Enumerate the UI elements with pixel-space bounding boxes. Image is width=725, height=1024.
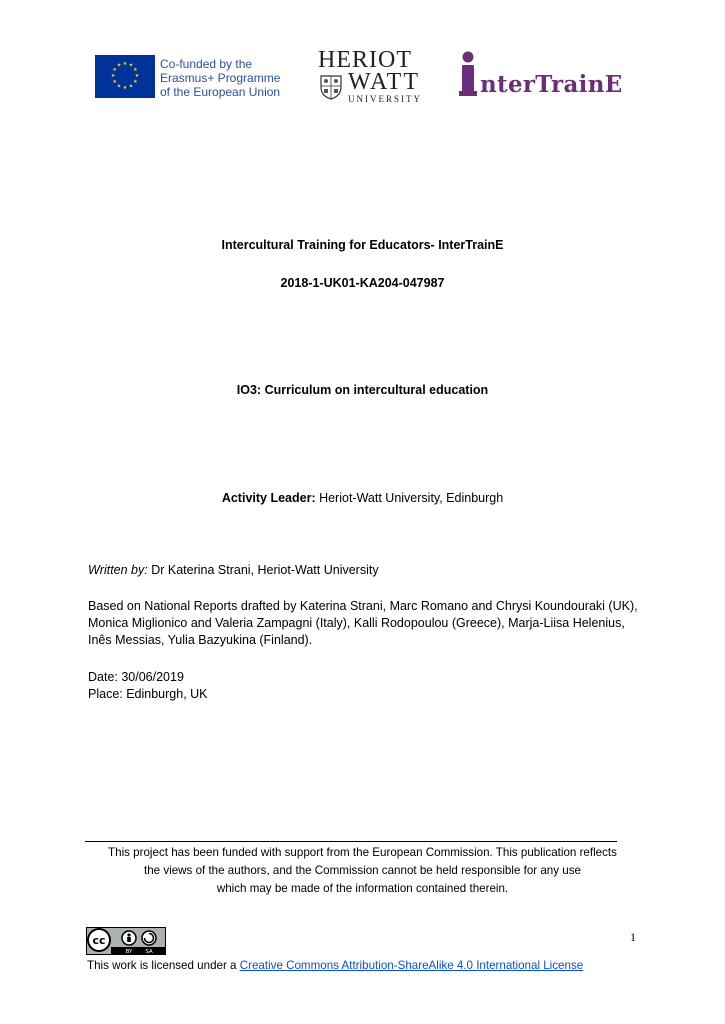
cc-by-text: BY: [125, 949, 133, 955]
svg-text:★: ★: [112, 79, 117, 85]
written-by-label: Written by:: [88, 563, 148, 577]
footer-divider: [85, 841, 617, 842]
person-icon: [458, 51, 478, 97]
svg-text:★: ★: [134, 73, 140, 79]
svg-text:★: ★: [133, 79, 138, 85]
disclaimer-line-2: the views of the authors, and the Commission cannot be held responsible for any use: [144, 864, 581, 877]
grant-number: 2018-1-UK01-KA204-047987: [280, 276, 445, 290]
license-prefix: This work is licensed under a: [87, 959, 240, 972]
hw-crest-icon: [319, 74, 343, 100]
output-title: IO3: Curriculum on intercultural education: [236, 383, 489, 397]
svg-text:★: ★: [128, 83, 134, 90]
svg-text:★: ★: [128, 62, 134, 69]
activity-leader-value: Heriot-Watt University, Edinburgh: [315, 491, 504, 505]
svg-text:★: ★: [122, 85, 128, 91]
svg-text:★: ★: [116, 83, 122, 90]
hw-logo-heriot: HERIOT: [318, 47, 412, 73]
erasmus-logo-text: [160, 57, 280, 99]
hw-logo-university: UNIVERSITY: [348, 94, 422, 104]
cc-sa-text: SA: [145, 949, 153, 955]
document-place: Place: Edinburgh, UK: [88, 687, 208, 701]
license-notice: [87, 959, 583, 972]
svg-text:★: ★: [122, 61, 128, 67]
hw-logo-watt: WATT: [348, 69, 420, 95]
disclaimer-line-1: This project has been funded with support from the European Commission. This publication reflects: [108, 846, 617, 859]
cc-by-sa-badge-icon: [86, 927, 166, 955]
intertraine-logo-text: nterTrainE: [480, 71, 623, 98]
based-on-paragraph: Based on National Reports drafted by Katerina Strani, Marc Romano and Chrysi Koundouraki (UK), Monica Miglionico and Valeria Zampagni (Italy), Kalli Rodopoulou (Greece), Marja-Liisa Helenius, Inês Messias, Yulia Bazyukina (Finland).: [88, 599, 638, 647]
license-link[interactable]: Creative Commons Attribution-ShareAlike 4.0 International License: [239, 959, 584, 972]
written-by-value: Dr Katerina Strani, Heriot-Watt University: [147, 563, 379, 577]
eu-flag-icon: [95, 55, 155, 98]
erasmus-line-2: Erasmus+ Programme: [160, 71, 281, 85]
document-title: Intercultural Training for Educators- InterTrainE: [221, 238, 504, 252]
activity-leader: [0, 491, 725, 505]
erasmus-line-3: of the European Union: [160, 85, 281, 99]
svg-text:★: ★: [112, 67, 117, 73]
svg-text:★: ★: [116, 62, 122, 69]
activity-leader-label: Activity Leader:: [221, 491, 316, 505]
svg-text:★: ★: [110, 73, 116, 79]
cc-text: cc: [92, 934, 106, 947]
written-by: [88, 562, 379, 579]
disclaimer-line-3: which may be made of the information contained therein.: [216, 882, 509, 895]
svg-text:★: ★: [133, 67, 138, 73]
erasmus-line-1: Co-funded by the: [160, 57, 253, 71]
funding-disclaimer: [80, 844, 645, 898]
document-date: Date: 30/06/2019: [88, 670, 184, 684]
page-number: 1: [630, 930, 636, 944]
